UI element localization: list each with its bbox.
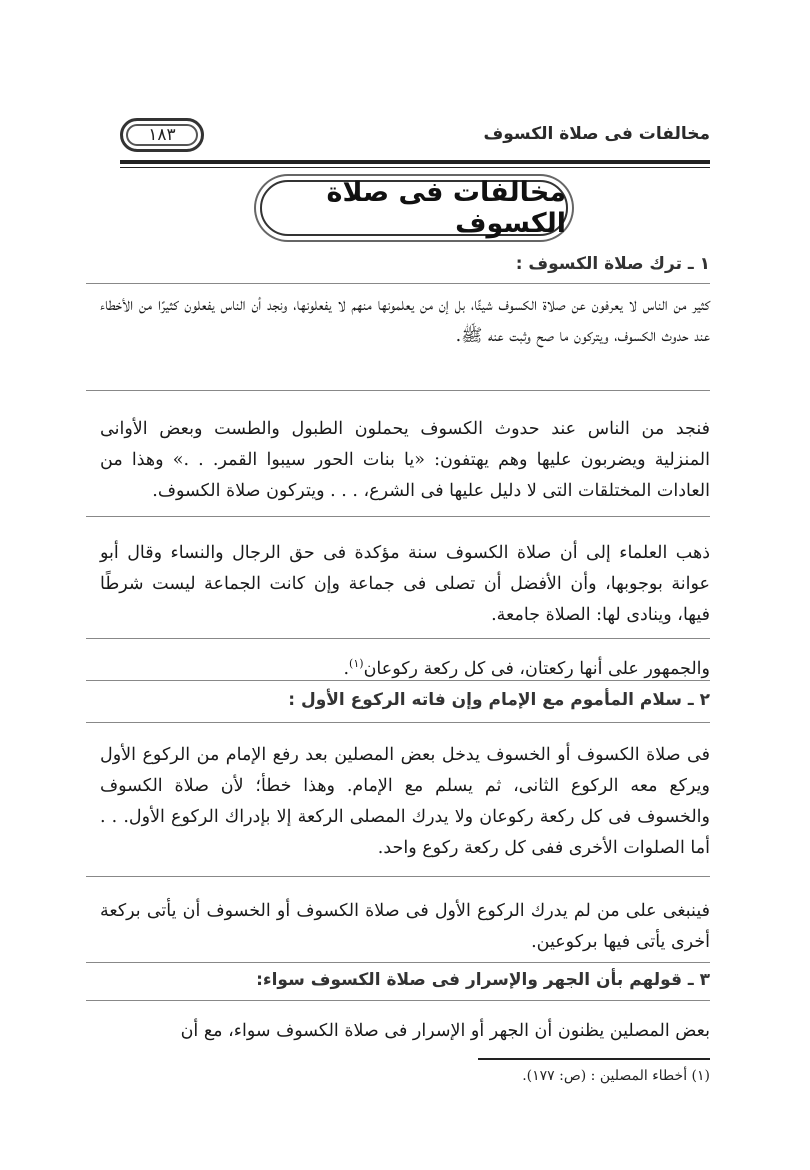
section-1-paragraph-2: فنجد من الناس عند حدوث الكسوف يحملون الطبول والطست وبعض الأوانى المنزلية ويضربون عليها وهم يهتفون: «يا بنات الحور سيبوا القمر. . .» وهذا من العادات المختلقات التى لا دليل عليها فى الشرع، . . . ويتركون صلاة الكسوف. — [100, 419, 710, 501]
paragraph-end: . — [343, 658, 350, 679]
chapter-title: مخالفات فى صلاة الكسوف — [326, 177, 566, 239]
section-2-paragraph-2: فينبغى على من لم يدرك الركوع الأول فى صلاة الكسوف أو الخسوف أن يأتى بركعة أخرى يأتى فيها بركوعين. — [100, 901, 710, 952]
section-3-heading: ٣ ـ قولهم بأن الجهر والإسرار فى صلاة الكسوف سواء: — [256, 970, 710, 990]
paragraph-divider — [86, 516, 710, 517]
page-number-badge: ١٨٣ — [120, 118, 204, 152]
paragraph-text: والجمهور على أنها ركعتان، فى كل ركعة ركوعان — [363, 658, 710, 679]
footnote: (١) أخطاء المصلين : (ص: ١٧٧). — [522, 1068, 710, 1084]
running-header — [120, 118, 710, 158]
footnote-marker: (١) — [349, 657, 364, 670]
section-3-paragraph-1: بعض المصلين يظنون أن الجهر أو الإسرار فى صلاة الكسوف سواء، مع أن — [180, 1021, 710, 1041]
section-1-heading: ١ ـ ترك صلاة الكسوف : — [515, 254, 710, 274]
section-divider — [86, 722, 710, 723]
paragraph-divider — [86, 638, 710, 639]
running-title: مخالفات فى صلاة الكسوف — [483, 124, 710, 144]
paragraph-divider — [86, 876, 710, 877]
chapter-title-frame — [260, 177, 568, 239]
section-2-paragraph-1: فى صلاة الكسوف أو الخسوف يدخل بعض المصلين بعد رفع الإمام من الركوع الأول ويركع معه الركوع الثانى، ثم يسلم مع الإمام. وهذا خطأ؛ لأن صلاة الكسوف والخسوف فى كل ركعة ركوعان ولا يدرك المصلى الركعة إلا بإدراك الركوع الأول. . . أما الصلوات الأخرى ففى كل ركعة ركوع واحد. — [100, 745, 710, 858]
header-rule-thick — [120, 160, 710, 164]
section-1-paragraph-1: كثير من الناس لا يعرفون عن صلاة الكسوف شيئًا، بل إن من يعلمونها منهم لا يفعلونها، ونجد أن الناس يفعلون كثيرًا من الأخطاء عند حدوث الكسوف، ويتركون ما صح وثبت عنه ﷺ. — [100, 295, 710, 346]
section-1-paragraph-3: ذهب العلماء إلى أن صلاة الكسوف سنة مؤكدة فى حق الرجال والنساء وقال أبو عوانة بوجوبها، وأن الأفضل أن تصلى فى جماعة وإن كانت الجماعة ليست شرطًا فيها، وينادى لها: الصلاة جامعة. — [100, 543, 710, 625]
header-rule-thin — [120, 167, 710, 168]
section-divider — [86, 1000, 710, 1001]
paragraph-divider — [86, 680, 710, 681]
paragraph-divider — [86, 962, 710, 963]
section-divider — [86, 283, 710, 284]
footnote-rule — [478, 1058, 710, 1060]
section-2-heading: ٢ ـ سلام المأموم مع الإمام وإن فاته الركوع الأول : — [288, 690, 710, 710]
paragraph-divider — [86, 390, 710, 391]
